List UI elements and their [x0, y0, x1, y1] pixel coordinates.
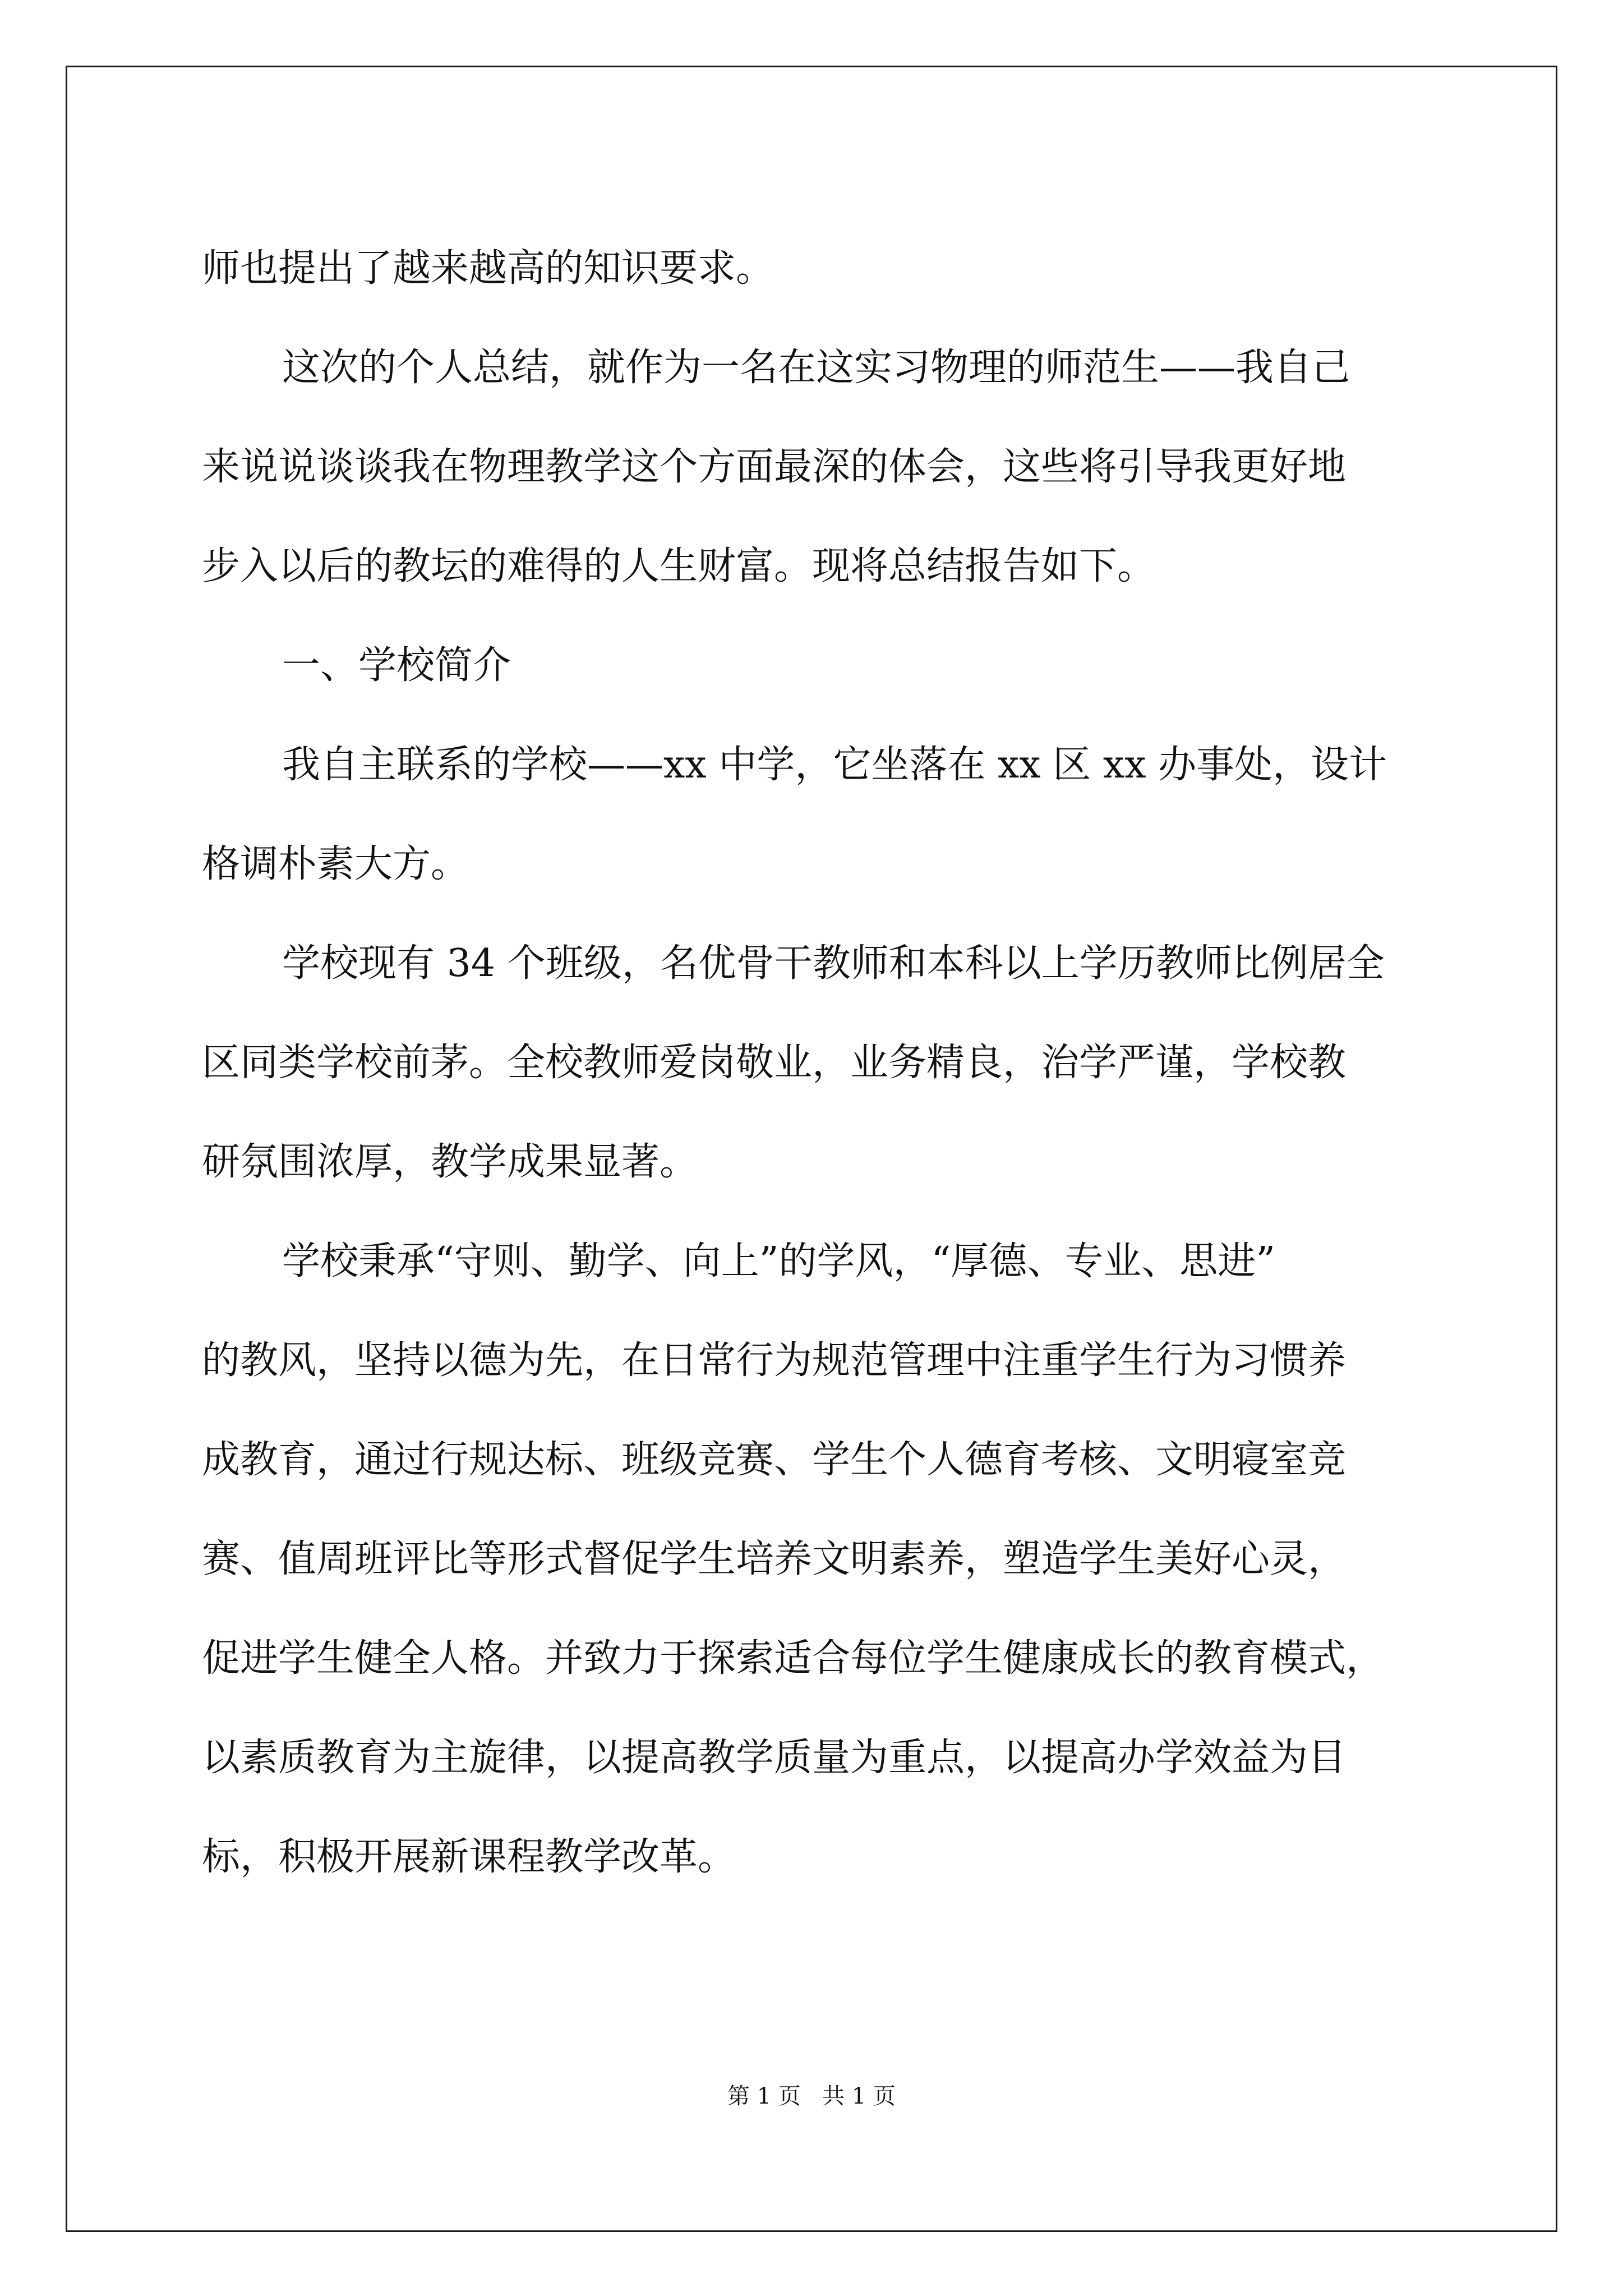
- text-line: 步入以后的教坛的难得的人生财富。现将总结报告如下。: [202, 544, 1156, 588]
- text-line: 格调朴素大方。: [202, 842, 469, 886]
- text-line: 赛、值周班评比等形式督促学生培养文明素养，塑造学生美好心灵，: [202, 1537, 1347, 1581]
- text-line: 学校现有 34 个班级，名优骨干教师和本科以上学历教师比例居全: [282, 941, 1385, 986]
- text-line: 来说说谈谈我在物理教学这个方面最深的体会，这些将引导我更好地: [202, 445, 1347, 489]
- text-line: 我自主联系的学校——xx 中学，它坐落在 xx 区 xx 办事处，设计: [282, 743, 1387, 787]
- text-line: 以素质教育为主旋律，以提高教学质量为重点，以提高办学效益为目: [202, 1736, 1347, 1780]
- text-line: 标，积极开展新课程教学改革。: [202, 1835, 736, 1879]
- section-heading: 一、学校简介: [282, 643, 511, 688]
- text-line: 学校秉承“守则、勤学、向上”的学风，“厚德、专业、思进”: [282, 1239, 1276, 1283]
- text-line: 这次的个人总结，就作为一名在这实习物理的师范生——我自己: [282, 346, 1350, 390]
- text-line: 促进学生健全人格。并致力于探索适合每位学生健康成长的教育模式，: [202, 1636, 1385, 1681]
- text-line: 成教育，通过行规达标、班级竞赛、学生个人德育考核、文明寝室竞: [202, 1438, 1347, 1482]
- text-line: 研氛围浓厚，教学成果显著。: [202, 1140, 698, 1184]
- text-line: 师也提出了越来越高的知识要求。: [202, 246, 774, 291]
- document-body: [202, 219, 1441, 1907]
- page-number-footer: 第 1 页 共 1 页: [727, 2083, 896, 2109]
- text-line: 的教风，坚持以德为先，在日常行为规范管理中注重学生行为习惯养: [202, 1338, 1347, 1383]
- text-line: 区同类学校前茅。全校教师爱岗敬业，业务精良，治学严谨，学校教: [202, 1041, 1347, 1085]
